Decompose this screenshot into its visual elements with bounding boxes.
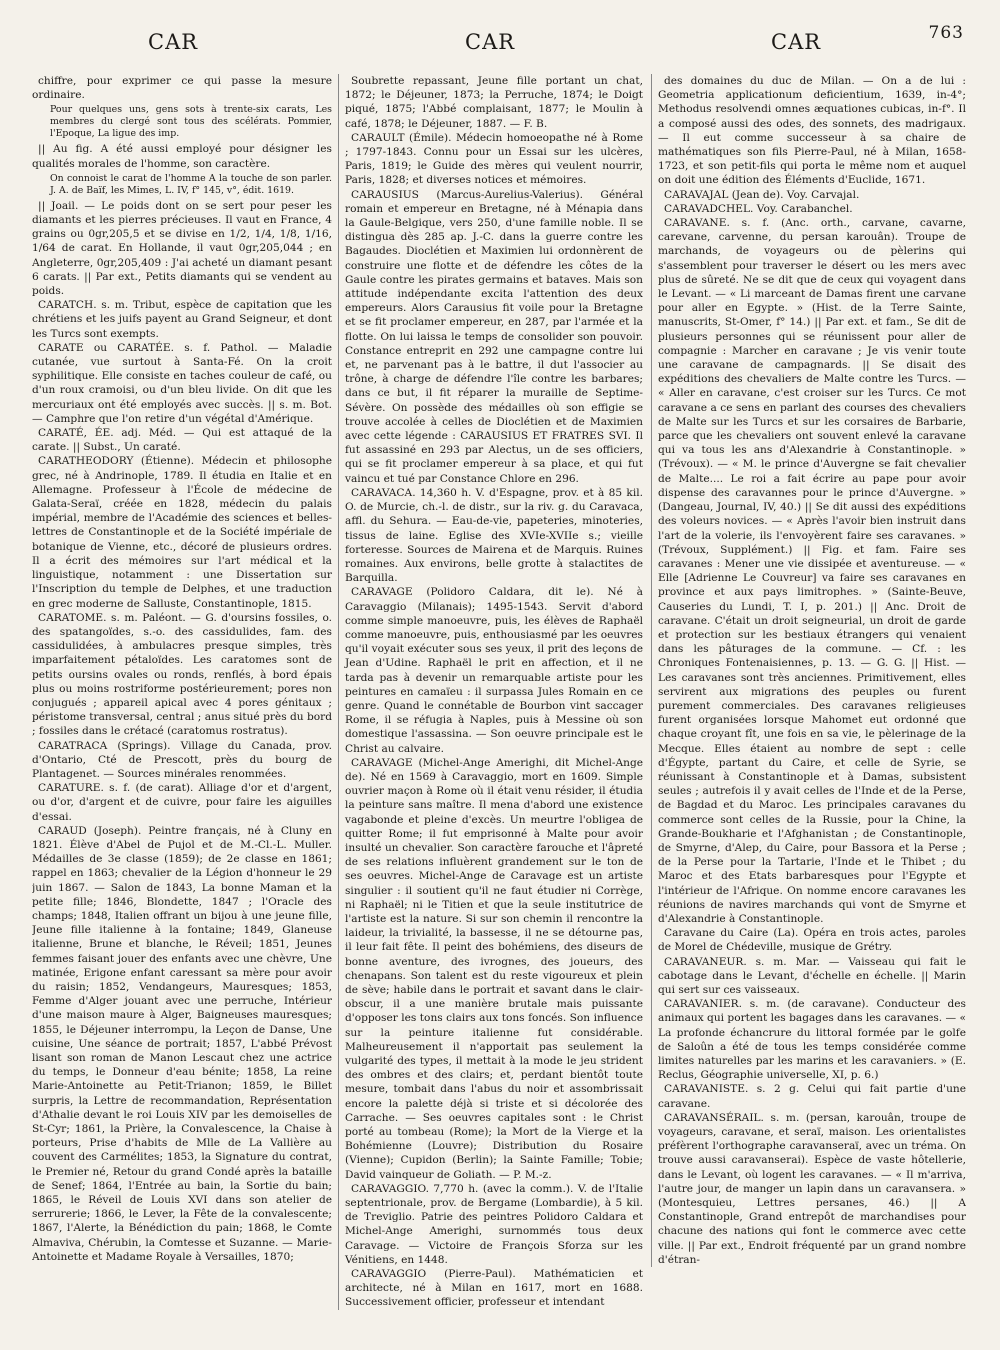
entry-paragraph: || Au fig. A été aussi employé pour désigner les qualités morales de l'homme, son caractère. <box>32 143 332 170</box>
text-column-left <box>32 74 332 1264</box>
quotation: Pour quelques uns, gens sots à trente-six carats, Les membres du clergé sont tous des scélérats. Pommier, l'Epoque, La ligue des imp. <box>50 104 332 140</box>
entry-paragraph: CARAVANE. s. f. (Anc. orth., carvane, cavarne, carevane, carvenne, du persan karouân). Troupe de marchands, de voyageurs ou de pèlerins qui s'assemblent pour traverser le désert ou les mers avec plus de sûreté. Ne se dit que de ceux qui voyagent dans le Levant. — « Li marceant de Damas firent une carvane pour aller en Egypte. » (Hist. de la Terre Sainte, manuscrits, St-Omer, f° 14.) || Par ext. et fam., Se dit de plusieurs personnes qui se réunissent pour aller de compagnie : Marcher en caravane ; Je vis venir toute une caravane de campagnards. || Se disait des expéditions des chevaliers de Malte contre les Turcs. — « Aller en caravane, c'est croiser sur les Turcs. Ce mot caravane a ce sens en parlant des courses des chevaliers de Malte sur les Turcs et sur les corsaires de Barbarie, parce que les chevaliers ont souvent enlevé la caravane qui va tous les ans d'Alexandrie à Constantinople. » (Trévoux). — « M. le prince d'Auvergne se fait chevalier de Malte.... Le roi a fait écrire au pape pour avoir dispense des caravannes pour le prince d'Auvergne. » (Dangeau, Journal, IV, 40.) || Se dit aussi des expéditions des voleurs novices. — « Après l'avoir bien instruit dans l'art de la volerie, ils l'envoyèrent faire ses caravanes. » (Trévoux, Supplément.) || Fig. et fam. Faire ses caravanes : Mener une vie dissipée et aventureuse. — « Elle [Adrienne Le Couvreur] va faire ses caravanes en province et aux pays limitrophes. » (Sainte-Beuve, Causeries du Lundi, T. I, p. 201.) || Anc. Droit de caravane. C'était un droit seigneurial, un droit de garde et protection sur les bestiaux étrangers qui venaient dans les pâturages de la commune. — Cf. : les Chroniques Fontenaisiennes, p. 13. — G. G. || Hist. — Les caravanes sont très anciennes. Primitivement, elles servirent aux migrations des peuples ou furent purement commerciales. Des caravanes religieuses furent organisées lorsque Mahomet eut ordonné que chaque croyant fît, une fois en sa vie, le pèlerinage de la Mecque. Elles étaient au nombre de sept : celle d'Égypte, partant du Caire, et celle de Syrie, se réunissant à Constantinople et à Damas, subsistent seules ; autrefois il y avait celles de l'Inde et de la Perse, de Bagdad et du Maroc. Les principales caravanes du commerce sont celles de la Russie, pour la Chine, la Grande-Boukharie et l'Afghanistan ; de Constantinople, de Smyrne, d'Alep, du Caire, pour Bassora et la Perse ; de la Perse pour la Tartarie, l'Inde et le Thibet ; du Maroc et des Etats barbaresques pour l'Egypte et l'intérieur de l'Afrique. On nomme encore caravanes les réunions de navires marchands qui vont de Smyrne et d'Alexandrie à Constantinople. <box>658 217 966 925</box>
text-column-right <box>651 74 966 1267</box>
entry-paragraph: Caravane du Caire (La). Opéra en trois actes, paroles de Morel de Chédeville, musique de Grétry. <box>658 927 966 954</box>
entry-paragraph: CARATRACA (Springs). Village du Canada, prov. d'Ontario, Cté de Prescott, près du bourg de Plantagenet. — Sources minérales renommées. <box>32 739 332 780</box>
entry-paragraph: CARAVAGGIO (Pierre-Paul). Mathématicien et architecte, né à Milan en 1617, mort en 1688. Successivement officier, professeur et intendant <box>345 1268 643 1309</box>
entry-paragraph: Soubrette repassant, Jeune fille portant un chat, 1872; le Déjeuner, 1873; la Perruche, 1874; le Doigt piqué, 1875; l'Abbé complaisant, 1877; le Moulin à café, 1878; le Déjeuner, 1887. — F. B. <box>345 75 643 130</box>
entry-paragraph: CARATÉ, ÉE. adj. Méd. — Qui est attaqué de la carate. || Subst., Un caraté. <box>32 427 332 454</box>
entry-paragraph: CARAVANISTE. s. 2 g. Celui qui fait partie d'une caravane. <box>658 1083 966 1110</box>
entry-paragraph: CARAVAGE (Michel-Ange Amerighi, dit Michel-Ange de). Né en 1569 à Caravaggio, mort en 1609. Simple ouvrier maçon à Rome où il était venu résider, il étudia la peinture sans maître. Il mena d'abord une existence vagabonde et pleine d'excès. Un meurtre l'obligea de quitter Rome; il fut emprisonné à Malte pour avoir insulté un chevalier. Son caractère farouche et l'âpreté de ses relations influèrent grandement sur le ton de ses oeuvres. Michel-Ange de Caravage est un artiste singulier : il soutient qu'il ne faut étudier ni Corrège, ni Raphaël; ni le Titien et que la seule institutrice de l'artiste est la nature. Si sur son chemin il rencontre la laideur, la trivialité, la bassesse, il ne se détourne pas, il leur fait fête. Il peint des bohémiens, des diseurs de bonne aventure, des ivrognes, des joueurs, des chenapans. Son talent est du reste vigoureux et plein de sève; habile dans le portrait et savant dans le clair-obscur, il a une manière brutale mais puissante d'opposer les tons clairs aux tons foncés. Son influence sur la peinture italienne fut considérable. Malheureusement il n'apportait pas seulement la vulgarité des types, il mettait à la mode le jeu strident des ombres et des clairs; et, perdant bientôt toute mesure, tombait dans l'abus du noir et assombrissait encore la palette déjà si triste et si décolorée des Carrache. — Ses oeuvres capitales sont : le Christ porté au tombeau (Rome); la Mort de la Vierge et la Bohémienne (Louvre); Distribution du Rosaire (Vienne); Cupidon (Berlin); la Sainte Famille; Tobie; David vainqueur de Goliath. — P. M.-z. <box>345 756 643 1181</box>
entry-paragraph: CARAVANIER. s. m. (de caravane). Conducteur des animaux qui portent les bagages dans les caravanes. — « La profonde échancrure du littoral formée par le golfe de Saloûn a été de tous les temps considérée comme limites naturelles par les marins et les caravaniers. » (E. Reclus, Géographie universelle, XI, p. 6.) <box>658 998 966 1082</box>
dictionary-page <box>28 18 976 1338</box>
entry-paragraph: chiffre, pour exprimer ce qui passe la mesure ordinaire. <box>32 75 332 102</box>
running-head-right: CAR <box>771 30 822 54</box>
entry-paragraph: des domaines du duc de Milan. — On a de lui : Geometria applicationum deficientium, 1639, in-4°; Methodus resolvendi omnes æquationes cubicas, in-f°. Il a composé aussi des odes, des sonnets, des madrigaux. — Il eut comme successeur à sa chaire de mathématiques son fils Pierre-Paul, né à Milan, 1658-1723, et son petit-fils qui porta le même nom et auquel on doit une édition des Éléments d'Euclide, 1671. <box>658 75 966 187</box>
entry-paragraph: CARATE ou CARATÉE. s. f. Pathol. — Maladie cutanée, vue surtout à Santa-Fé. On la croit syphilitique. Elle consiste en taches couleur de café, ou d'un roux cramoisi, ou d'un bleu livide. On dit que les mercuriaux ont été employés avec succès. || s. m. Bot. — Camphre que l'on retire d'un végétal d'Amérique. <box>32 341 332 425</box>
entry-paragraph: CARAVANEUR. s. m. Mar. — Vaisseau qui fait le cabotage dans le Levant, d'échelle en échelle. || Marin qui sert sur ces vaisseaux. <box>658 955 966 996</box>
entry-paragraph: CARAUD (Joseph). Peintre français, né à Cluny en 1821. Élève d'Abel de Pujol et de M.-Cl.-L. Muller. Médailles de 3e classe (1859); de 2e classe en 1861; rappel en 1863; chevalier de la Légion d'honneur le 29 juin 1867. — Salon de 1843, La bonne Maman et la petite fille; 1846, Blondette, 1847 ; l'Oracle des champs; 1848, Italien offrant un bijou à une jeune fille, Jeune fille italienne à la fontaine; 1849, Glaneuse italienne, Brune et blanche, le Réveil; 1851, Jeunes femmes faisant jouer des enfants avec une chèvre, Une matinée, Erigone enfant caressant sa mère pour avoir du raisin; 1852, Vendangeurs, Mauresques; 1853, Femme d'Alger jouant avec une perruche, Intérieur d'une maison maure à Alger, Baigneuses mauresques; 1855, le Déjeuner interrompu, la Leçon de Danse, Une cuisine, Une séance de portrait; 1857, L'abbé Prévost lisant son roman de Manon Lescaut chez une actrice du temps, le Donneur d'eau bénite; 1858, La reine Marie-Antoinette au Petit-Trianon; 1859, le Billet surpris, la Lettre de recommandation, Représentation d'Athalie devant le roi Louis XIV par les demoiselles de St-Cyr; 1861, la Prière, la Convalescence, la Chaise à porteurs, Prise d'habits de Mlle de La Vallière au couvent des Carmélites; 1853, la Signature du contrat, le Premier né, Retour du grand Condé après la bataille de Senef; 1864, l'Entrée au bain, la Sortie du bain; 1865, le Réveil de Louis XVI dans son atelier de serrurerie; 1866, le Lever, la Fête de la convalescente; 1867, l'Alerte, la Bénédiction du pain; 1868, le Comte Almaviva, Chérubin, la Comtesse et Suzanne. — Marie-Antoinette et Madame Royale à Versailles, 1870; <box>32 824 332 1263</box>
entry-paragraph: CARAUSIUS (Marcus-Aurelius-Valerius). Général romain et empereur en Bretagne, né à Ménapia dans la Gaule-Belgique, vers 250, d'une famille noble. Il se distingua dès 285 ap. J.-C. dans la guerre contre les Bagaudes. Dioclétien et Maximien lui ordonnèrent de construire une flotte et de défendre les côtes de la Gaule contre les pirates germains et bataves. Mais son attitude indépendante excita l'attention des deux empereurs. Alors Carausius fit voile pour la Bretagne et se fit proclamer empereur, en 287, par l'armée et la flotte. On lui laissa le temps de consolider son pouvoir. Constance entreprit en 292 une campagne contre lui et, ne parvenant pas à le battre, il dut l'associer au trône, à charge de défendre l'île contre les barbares; dans ce but, il fit réparer la muraille de Septime-Sévère. On possède des médailles où son effigie se trouve accolée à celles de Dioclétien et de Maximien avec cette légende : CARAUSIUS ET FRATRES SVI. Il fut assassiné en 293 par Alectus, un de ses officiers, qui se fit proclamer empereur à sa place, et qui fut vaincu et tué par Constance Chlore en 296. <box>345 188 643 485</box>
entry-paragraph: CARAVACA. 14,360 h. V. d'Espagne, prov. et à 85 kil. O. de Murcie, ch.-l. de distr., sur la riv. g. du Caravaca, affl. du Sehura. — Eau-de-vie, papeteries, minoteries, tissus de laine. Eglise des XVIe-XVIIe s.; vieille forteresse. Sources de Mairena et de Marquis. Ruines romaines. Aux environs, belle grotte à stalactites de Barquilla. <box>345 486 643 585</box>
text-column-middle <box>338 74 643 1310</box>
entry-paragraph: CARAVAGGIO. 7,770 h. (avec la comm.). V. de l'Italie septentrionale, prov. de Bergame (Lombardie), à 5 kil. de Treviglio. Patrie des peintres Polidoro Caldara et Michel-Ange Amerighi, surnommés tous deux Caravage. — Victoire de François Sforza sur les Vénitiens, en 1448. <box>345 1182 643 1266</box>
entry-paragraph: CARAVAGE (Polidoro Caldara, dit le). Né à Caravaggio (Milanais); 1495-1543. Servit d'abord comme simple manoeuvre, puis, les élèves de Raphaël comme manoeuvre, puis, enthousiasmé par les oeuvres qu'il voyait exécuter sous ses yeux, il prit des leçons de Jean d'Udine. Raphaël le prit en affection, et il ne tarda pas à devenir un remarquable artiste pour les peintures en camaïeu : il surpassa Jules Romain en ce genre. Quand le connétable de Bourbon vint saccager Rome, il se réfugia à Naples, puis à Messine où son domestique l'assassina. — Son oeuvre principale est le Christ au calvaire. <box>345 586 643 755</box>
quotation: On connoist le carat de l'homme A la touche de son parler. J. A. de Baïf, les Mimes, L. IV, f° 145, v°, édit. 1619. <box>50 172 332 196</box>
running-header <box>28 18 976 58</box>
entry-paragraph: || Joail. — Le poids dont on se sert pour peser les diamants et les pierres précieuses. Il vaut en France, 4 grains ou 0gr,205,5 et se divise en 1/2, 1/4, 1/8, 1/16, 1/64 de carat. En Hollande, il vaut 0gr,205,044 ; en Angleterre, 0gr,205,409 : J'ai acheté un diamant pesant 6 carats. || Par ext., Petits diamants qui se vendent au poids. <box>32 199 332 298</box>
page-number: 763 <box>928 23 964 43</box>
entry-paragraph: CARAVAJAL (Jean de). Voy. Carvajal. <box>664 188 860 201</box>
entry-paragraph: CARATOME. s. m. Paléont. — G. d'oursins fossiles, o. des spatangoïdes, s.-o. des cassidulides, fam. des cassidulidées, à ambulacres presque simples, très imparfaitement pétaloïdes. Les caratomes sont de petits oursins ovales ou ronds, renflés, à bord épais plus ou moins rostriforme postérieurement; pores non conjugués ; appareil apical avec 4 pores génitaux ; péristome transversal, central ; anus situé près du bord ; fossiles dans le crétacé (caratomus rostratus). <box>32 611 332 738</box>
running-head-left: CAR <box>148 30 199 54</box>
entry-paragraph: CARATHEODORY (Étienne). Médecin et philosophe grec, né à Andrinople, 1789. Il étudia en Italie et en Allemagne. Professeur à l'École de médecine de Galata-Seraï, créée en 1828, médecin du palais impérial, membre de l'Académie des sciences et belles-lettres de Constantinople et de la Société impériale de botanique de Vienne, etc., décoré de plusieurs ordres. Il a écrit des mémoires sur l'art médical et la linguistique, notamment : une Dissertation sur l'Inscription du temple de Delphes, et une traduction en grec moderne de Salluste, Constantinople, 1815. <box>32 455 332 610</box>
running-head-center: CAR <box>465 30 516 54</box>
entry-paragraph: CARATURE. s. f. (de carat). Alliage d'or et d'argent, ou d'or, d'argent et de cuivre, pour faire les aiguilles d'essai. <box>32 782 332 823</box>
entry-paragraph: CARAVADCHEL. Voy. Carabanchel. <box>664 202 853 215</box>
entry-paragraph: CARAVANSÉRAIL. s. m. (persan, karouân, troupe de voyageurs, caravane, et seraï, maison. Les orientalistes préfèrent l'orthographe caravanseraï, avec un tréma. On trouve aussi caravanserai). Espèce de vaste hôtellerie, dans le Levant, où logent les caravanes. — « Il m'arriva, l'autre jour, de manger un lapin dans un caravansera. » (Montesquieu, Lettres persanes, 46.) || A Constantinople, Grand entrepôt de marchandises pour chacune des nations qui font le commerce avec cette ville. || Par ext., Endroit fréquenté par un grand nombre d'étran- <box>658 1111 966 1266</box>
entry-paragraph: CARAULT (Émile). Médecin homoeopathe né à Rome ; 1797-1843. Connu pour un Essai sur les ulcères, Paris, 1819; le Guide des mères qui veulent nourrir, Paris, 1828; et diverses notices et mémoires. <box>345 131 643 187</box>
entry-paragraph: CARATCH. s. m. Tribut, espèce de capitation que les chrétiens et les juifs payent au Grand Seigneur, et dont les Turcs sont exempts. <box>32 299 332 340</box>
